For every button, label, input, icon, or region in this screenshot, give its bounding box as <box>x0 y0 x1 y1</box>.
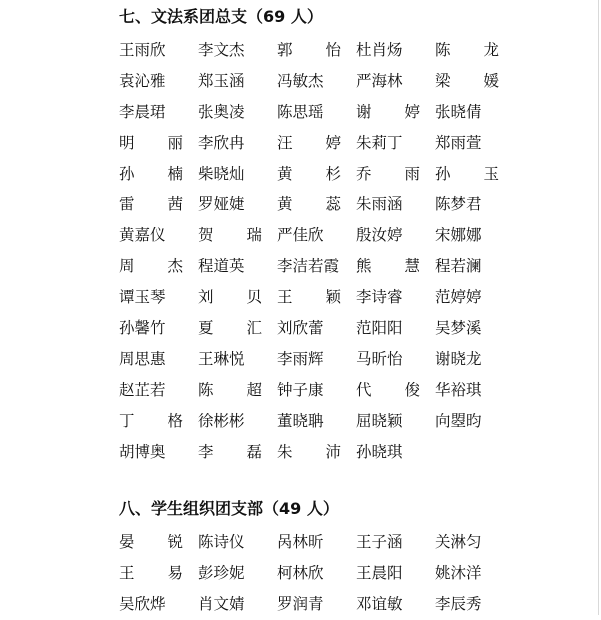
member-name: 梁媛 <box>435 71 499 90</box>
member-name: 徐彬彬 <box>198 411 245 430</box>
member-name: 明丽 <box>119 133 183 152</box>
member-name: 李文杰 <box>198 41 245 59</box>
member-name: 李洁若霞 <box>277 257 340 276</box>
member-name: 谭玉琴 <box>119 288 166 307</box>
member-name: 李雨辉 <box>277 349 324 368</box>
member-name: 朱莉丁 <box>356 133 403 152</box>
member-name: 李磊 <box>198 442 262 461</box>
member-name: 殷汝婷 <box>356 226 403 245</box>
member-name: 熊慧 <box>356 257 420 276</box>
member-name: 李欣冉 <box>198 133 245 152</box>
member-name: 罗娅婕 <box>198 195 245 214</box>
section-heading <box>119 4 589 30</box>
section-member-count: （69 人） <box>247 7 323 26</box>
member-name: 范婷婷 <box>435 288 482 307</box>
name-list <box>119 527 589 620</box>
member-name: 邓谊敏 <box>356 594 403 613</box>
member-name: 汪婷 <box>277 133 341 152</box>
member-name: 柯林欣 <box>277 563 324 582</box>
member-name: 郭怡 <box>277 41 341 59</box>
member-name: 王易 <box>119 563 183 582</box>
member-name: 周杰 <box>119 257 183 276</box>
member-name: 钟子康 <box>277 380 324 399</box>
member-name: 华裕琪 <box>435 380 482 399</box>
member-name: 夏汇 <box>198 319 262 338</box>
page-edge-line <box>598 0 599 615</box>
member-name: 陈思瑶 <box>277 102 324 121</box>
member-name: 朱沛 <box>277 442 341 461</box>
member-name: 马昕怡 <box>356 349 403 368</box>
name-list <box>119 35 589 467</box>
member-name: 刘欣蕾 <box>277 319 324 338</box>
member-name: 王颖 <box>277 288 341 307</box>
member-name: 陈诗仪 <box>198 533 245 551</box>
member-name: 张晓倩 <box>435 102 482 121</box>
member-name: 丁格 <box>119 411 183 430</box>
section-member-count: （49 人） <box>263 499 339 518</box>
member-name: 姚沐洋 <box>435 563 482 582</box>
member-name: 李辰秀 <box>435 594 482 613</box>
section-title: 七、文法系团总支 <box>119 7 248 26</box>
member-name: 贺瑞 <box>198 226 262 245</box>
member-name: 陈梦君 <box>435 195 482 214</box>
section-student-org-league-branch <box>119 496 589 620</box>
member-name: 王琳悦 <box>198 349 245 368</box>
member-name: 吴欣烨 <box>119 594 166 613</box>
member-name: 彭珍妮 <box>198 563 245 582</box>
member-name: 袁沁雅 <box>119 71 166 90</box>
member-name: 晏锐 <box>119 533 183 551</box>
member-name: 王子涵 <box>356 533 403 551</box>
member-name: 吴梦溪 <box>435 319 482 338</box>
member-name: 杜肖炀 <box>356 41 403 59</box>
member-name: 朱雨涵 <box>356 195 403 214</box>
member-name: 李诗睿 <box>356 288 403 307</box>
member-name: 宋娜娜 <box>435 226 482 245</box>
member-name: 范阳阳 <box>356 319 403 338</box>
member-name: 陈龙 <box>435 41 499 59</box>
member-name: 孙楠 <box>119 164 183 183</box>
section-heading <box>119 496 589 522</box>
member-name: 孙晓琪 <box>356 442 403 461</box>
member-name: 周思惠 <box>119 349 166 368</box>
member-name: 代俊 <box>356 380 420 399</box>
member-name: 赵芷若 <box>119 380 166 399</box>
member-name: 罗润青 <box>277 594 324 613</box>
member-name: 李晨珺 <box>119 102 166 121</box>
member-name: 程道英 <box>198 257 245 276</box>
member-name: 孙玉 <box>435 164 499 183</box>
member-name: 谢晓龙 <box>435 349 482 368</box>
member-name: 向曌昀 <box>435 411 482 430</box>
member-name: 程若澜 <box>435 257 482 276</box>
member-name: 谢婷 <box>356 102 420 121</box>
member-name: 肖文婧 <box>198 594 245 613</box>
member-name: 黄杉 <box>277 164 341 183</box>
member-name: 乔雨 <box>356 164 420 183</box>
member-name: 胡博奥 <box>119 442 166 461</box>
member-name: 陈超 <box>198 380 262 399</box>
member-name: 刘贝 <box>198 288 262 307</box>
member-name: 董晓聃 <box>277 411 324 430</box>
member-name: 郑雨萱 <box>435 133 482 152</box>
member-name: 张奥凌 <box>198 102 245 121</box>
section-wenfa-league-branch <box>119 4 589 467</box>
member-name: 屈晓颖 <box>356 411 403 430</box>
member-name: 柴晓灿 <box>198 164 245 183</box>
member-name: 孙馨竹 <box>119 319 166 338</box>
member-name: 郑玉涵 <box>198 71 245 90</box>
member-name: 关淋匀 <box>435 533 482 551</box>
member-name: 王晨阳 <box>356 563 403 582</box>
member-name: 雷茜 <box>119 195 183 214</box>
member-name: 冯敏杰 <box>277 71 324 90</box>
member-name: 呙林昕 <box>277 533 324 551</box>
member-name: 严佳欣 <box>277 226 324 245</box>
section-title: 八、学生组织团支部 <box>119 499 264 518</box>
member-name: 黄蕊 <box>277 195 341 214</box>
member-name: 黄嘉仪 <box>119 226 166 245</box>
member-name: 严海林 <box>356 71 403 90</box>
member-name: 王雨欣 <box>119 41 166 59</box>
